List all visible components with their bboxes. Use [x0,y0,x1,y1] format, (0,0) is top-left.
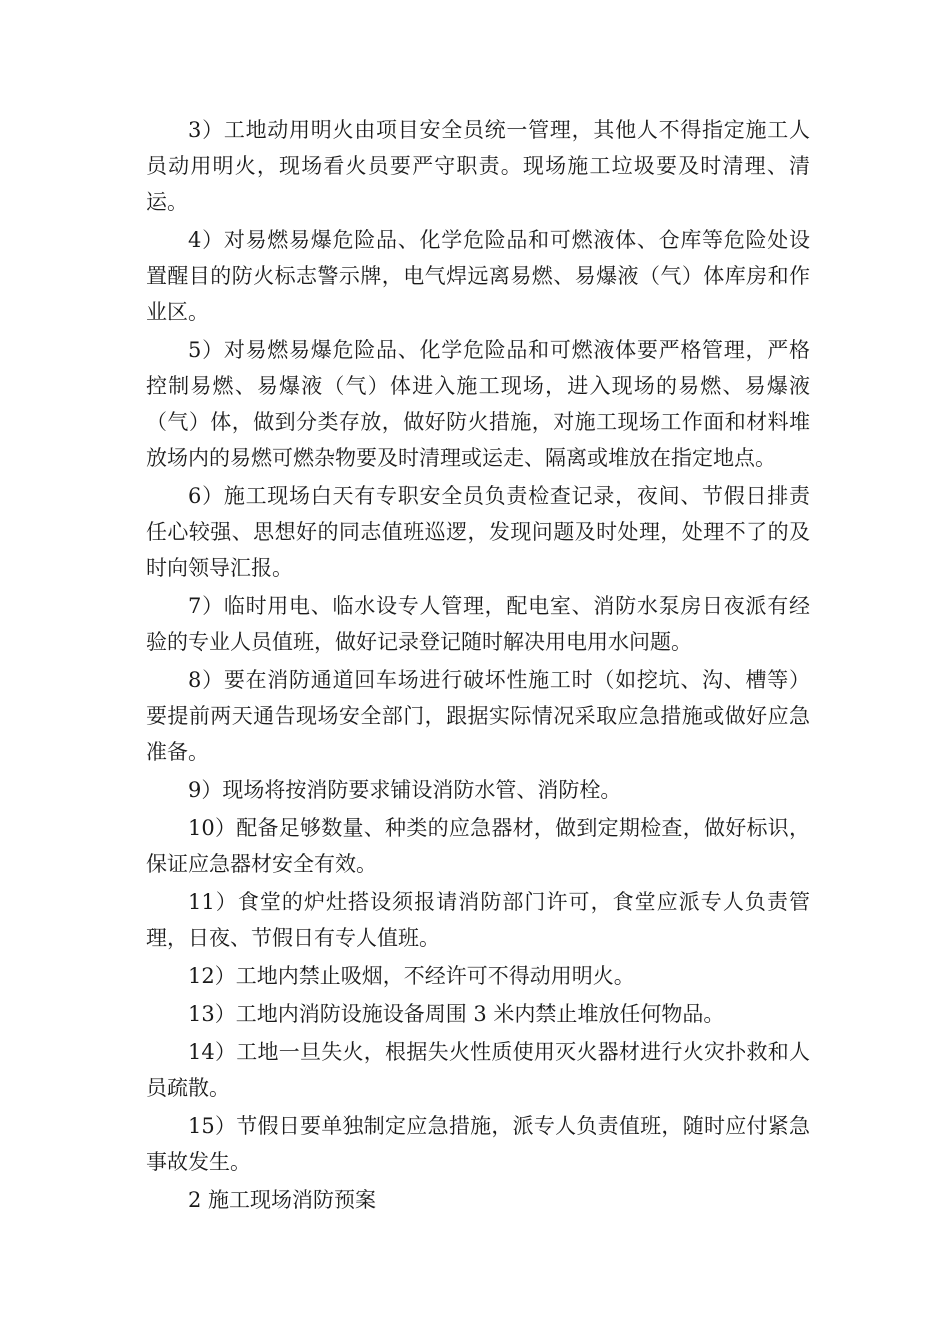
paragraph-item-13: 13）工地内消防设施设备周围 3 米内禁止堆放任何物品。 [188,1002,725,1026]
paragraph-item-12: 12）工地内禁止吸烟，不经许可不得动用明火。 [188,964,635,988]
paragraph-item-14: 14）工地一旦失火，根据失火性质使用灭火器材进行火灾扑救和人员疏散。 [146,1040,810,1100]
paragraph-item-6: 6）施工现场白天有专职安全员负责检查记录，夜间、节假日排责任心较强、思想好的同志值班巡逻，发现问题及时处理，处理不了的及时向领导汇报。 [146,484,810,580]
paragraph-item-11: 11）食堂的炉灶搭设须报请消防部门许可，食堂应派专人负责管理，日夜、节假日有专人值班。 [146,890,810,950]
document-page [146,112,810,1218]
paragraph-item-5: 5）对易燃易爆危险品、化学危险品和可燃液体要严格管理，严格控制易燃、易爆液（气）体进入施工现场，进入现场的易燃、易爆液（气）体，做到分类存放，做好防火措施，对施工现场工作面和材料堆放场内的易燃可燃杂物要及时清理或运走、隔离或堆放在指定地点。 [146,338,810,470]
paragraph-item-7: 7）临时用电、临水设专人管理，配电室、消防水泵房日夜派有经验的专业人员值班，做好记录登记随时解决用电用水问题。 [146,594,810,654]
paragraph-item-10: 10）配备足够数量、种类的应急器材，做到定期检查，做好标识，保证应急器材安全有效。 [146,816,810,876]
paragraph-item-3: 3）工地动用明火由项目安全员统一管理，其他人不得指定施工人员动用明火，现场看火员要严守职责。现场施工垃圾要及时清理、清运。 [146,118,810,214]
paragraph-item-15: 15）节假日要单独制定应急措施，派专人负责值班，随时应付紧急事故发生。 [146,1114,810,1174]
section-heading: 2 施工现场消防预案 [188,1188,377,1212]
paragraph-item-9: 9）现场将按消防要求铺设消防水管、消防栓。 [188,778,622,802]
paragraph-item-8: 8）要在消防通道回车场进行破坏性施工时（如挖坑、沟、槽等）要提前两天通告现场安全部门，跟据实际情况采取应急措施或做好应急准备。 [146,668,810,764]
paragraph-item-4: 4）对易燃易爆危险品、化学危险品和可燃液体、仓库等危险处设置醒目的防火标志警示牌，电气焊远离易燃、易爆液（气）体库房和作业区。 [146,228,810,324]
